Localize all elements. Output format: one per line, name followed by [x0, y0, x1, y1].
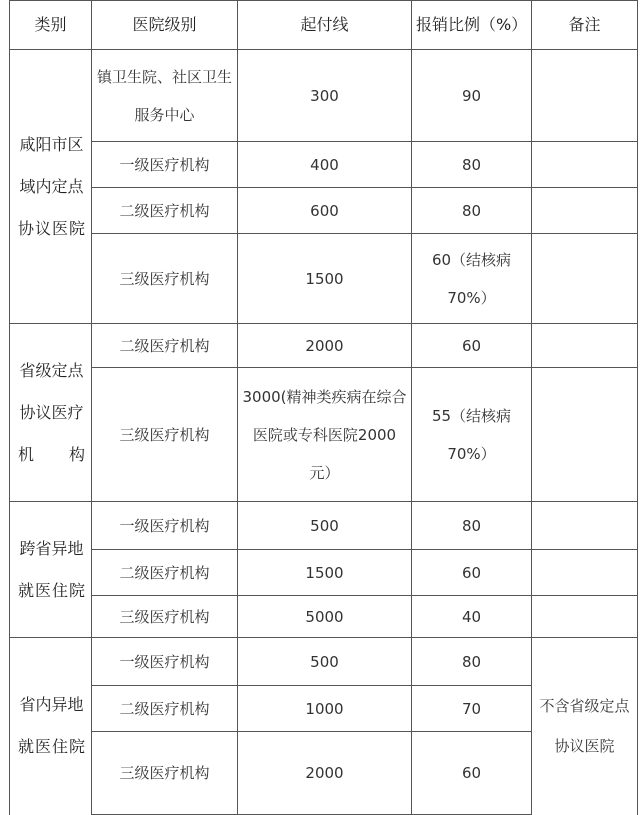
header-threshold: 起付线 — [238, 1, 412, 50]
level-cell: 镇卫生院、社区卫生服务中心 — [92, 50, 238, 142]
level-cell: 二级医疗机构 — [92, 324, 238, 368]
ratio-cell: 80 — [412, 142, 532, 188]
level-cell: 三级医疗机构 — [92, 368, 238, 502]
threshold-cell: 300 — [238, 50, 412, 142]
note-cell — [532, 188, 638, 234]
threshold-cell: 500 — [238, 638, 412, 686]
threshold-cell: 2000 — [238, 732, 412, 815]
note-cell — [532, 502, 638, 550]
category-cell: 跨省异地就医住院 — [10, 502, 92, 638]
header-category: 类别 — [10, 1, 92, 50]
threshold-cell: 600 — [238, 188, 412, 234]
note-cell — [532, 368, 638, 502]
ratio-cell: 80 — [412, 188, 532, 234]
threshold-cell: 500 — [238, 502, 412, 550]
table-row — [10, 638, 638, 686]
note-cell — [532, 596, 638, 638]
category-cell: 省级定点协议医疗机构 — [10, 324, 92, 502]
note-cell — [532, 234, 638, 324]
level-cell: 三级医疗机构 — [92, 596, 238, 638]
threshold-cell: 5000 — [238, 596, 412, 638]
level-cell: 二级医疗机构 — [92, 550, 238, 596]
note-cell — [532, 142, 638, 188]
table-row — [10, 50, 638, 142]
ratio-cell: 40 — [412, 596, 532, 638]
threshold-cell: 1500 — [238, 234, 412, 324]
level-cell: 二级医疗机构 — [92, 686, 238, 732]
level-cell: 一级医疗机构 — [92, 502, 238, 550]
table-row — [10, 324, 638, 368]
threshold-cell: 1000 — [238, 686, 412, 732]
header-note: 备注 — [532, 1, 638, 50]
table-row — [10, 550, 638, 596]
threshold-cell: 3000(精神类疾病在综合医院或专科医院2000元） — [238, 368, 412, 502]
threshold-cell: 2000 — [238, 324, 412, 368]
table-row — [10, 234, 638, 324]
level-cell: 三级医疗机构 — [92, 234, 238, 324]
ratio-cell: 70 — [412, 686, 532, 732]
table-row — [10, 188, 638, 234]
ratio-cell: 60（结核病70%） — [412, 234, 532, 324]
note-cell — [532, 324, 638, 368]
table-row — [10, 502, 638, 550]
ratio-cell: 80 — [412, 502, 532, 550]
note-cell: 不含省级定点协议医院 — [532, 638, 638, 815]
header-row — [10, 1, 638, 50]
level-cell: 二级医疗机构 — [92, 188, 238, 234]
category-cell: 咸阳市区域内定点协议医院 — [10, 50, 92, 324]
level-cell: 一级医疗机构 — [92, 638, 238, 686]
header-level: 医院级别 — [92, 1, 238, 50]
ratio-cell: 60 — [412, 732, 532, 815]
note-cell — [532, 50, 638, 142]
ratio-cell: 60 — [412, 324, 532, 368]
ratio-cell: 60 — [412, 550, 532, 596]
ratio-cell: 80 — [412, 638, 532, 686]
header-ratio: 报销比例（%） — [412, 1, 532, 50]
level-cell: 一级医疗机构 — [92, 142, 238, 188]
ratio-cell: 90 — [412, 50, 532, 142]
threshold-cell: 400 — [238, 142, 412, 188]
table-row — [10, 368, 638, 502]
level-cell: 三级医疗机构 — [92, 732, 238, 815]
reimbursement-table — [9, 0, 638, 815]
threshold-cell: 1500 — [238, 550, 412, 596]
category-cell: 省内异地就医住院 — [10, 638, 92, 815]
table-row — [10, 596, 638, 638]
note-cell — [532, 550, 638, 596]
ratio-cell: 55（结核病70%） — [412, 368, 532, 502]
table-row — [10, 142, 638, 188]
